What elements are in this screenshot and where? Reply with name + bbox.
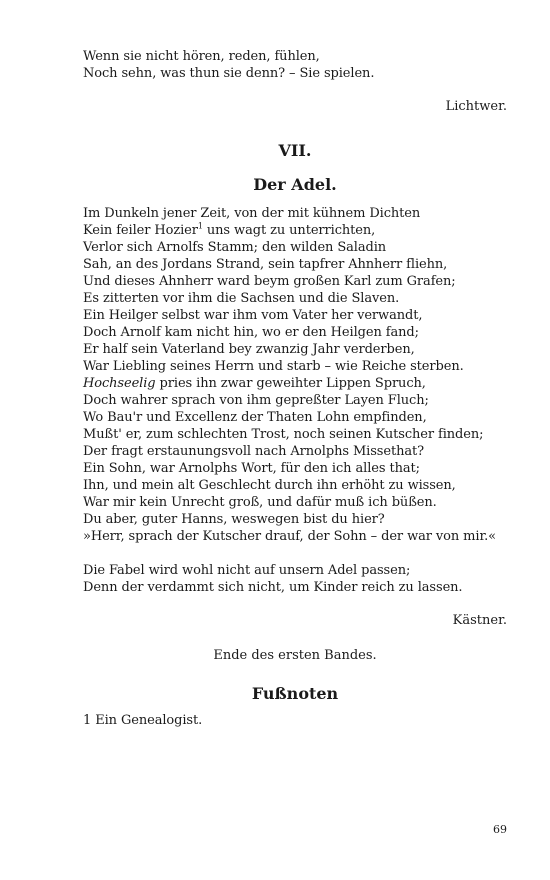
verse-line: Wo Bau'r und Excellenz der Thaten Lohn empfinden, (83, 410, 427, 425)
poem-title: Der Adel. (253, 175, 337, 194)
verse-line: »Herr, sprach der Kutscher drauf, der Sohn – der war von mir.« (83, 529, 497, 544)
verse-line: Er half sein Vaterland bey zwanzig Jahr verderben, (83, 342, 415, 357)
footnote-marker[interactable]: 1 (197, 221, 203, 231)
verse-text: Kein feiler Hozier (83, 223, 198, 238)
verse-line: Doch wahrer sprach von ihm gepreßter Layen Fluch; (83, 393, 429, 408)
verse-line: Mußt' er, zum schlechten Trost, noch seinen Kutscher finden; (83, 427, 484, 442)
verse-line: Wenn sie nicht hören, reden, fühlen, (83, 49, 320, 64)
verse-line: Es zitterten vor ihm die Sachsen und die Slaven. (83, 291, 400, 306)
verse-line (83, 375, 507, 392)
verse-line: Denn der verdammt sich nicht, um Kinder reich zu lassen. (83, 580, 463, 595)
verse-text: uns wagt zu unterrichten, (202, 223, 376, 238)
verse-line: Die Fabel wird wohl nicht auf unsern Adel passen; (83, 563, 411, 578)
poem-number: VII. (278, 141, 312, 160)
poem-body (83, 205, 507, 596)
verse-line: Der fragt erstaunungsvoll nach Arnolphs Missethat? (83, 444, 424, 459)
verse-line: Im Dunkeln jener Zeit, von der mit kühnem Dichten (83, 206, 421, 221)
verse-line: Du aber, guter Hanns, weswegen bist du hier? (83, 512, 385, 527)
verse-line: Verlor sich Arnolfs Stamm; den wilden Saladin (83, 240, 387, 255)
stanza-gap (83, 545, 507, 562)
verse-line: Ihn, und mein alt Geschlecht durch ihn erhöht zu wissen, (83, 478, 456, 493)
verse-line: Doch Arnolf kam nicht hin, wo er den Heilgen fand; (83, 325, 419, 340)
footnote-item[interactable]: 1 Ein Genealogist. (83, 713, 203, 728)
verse-line: War Liebling seines Herrn und starb – wie Reiche sterben. (83, 359, 464, 374)
author-signature: Kästner. (452, 613, 507, 628)
footnotes-heading: Fußnoten (251, 684, 339, 703)
page-number: 69 (493, 823, 507, 836)
verse-line: Und dieses Ahnherr ward beym großen Karl zum Grafen; (83, 274, 456, 289)
page-content (83, 48, 507, 729)
verse-line: Noch sehn, was thun sie denn? – Sie spielen. (83, 66, 375, 81)
verse-line: Ein Heilger selbst war ihm vom Vater her verwandt, (83, 308, 423, 323)
verse-line (83, 222, 507, 239)
opening-stanza (83, 48, 507, 82)
end-of-volume-note: Ende des ersten Bandes. (213, 648, 377, 663)
author-signature: Lichtwer. (445, 99, 507, 114)
emphasized-word: Hochseelig (83, 376, 156, 391)
verse-line: War mir kein Unrecht groß, und dafür muß ich büßen. (83, 495, 437, 510)
verse-line: Ein Sohn, war Arnolphs Wort, für den ich alles that; (83, 461, 420, 476)
verse-text: pries ihn zwar geweihter Lippen Spruch, (155, 376, 426, 391)
verse-line: Sah, an des Jordans Strand, sein tapfrer Ahnherr fliehn, (83, 257, 448, 272)
